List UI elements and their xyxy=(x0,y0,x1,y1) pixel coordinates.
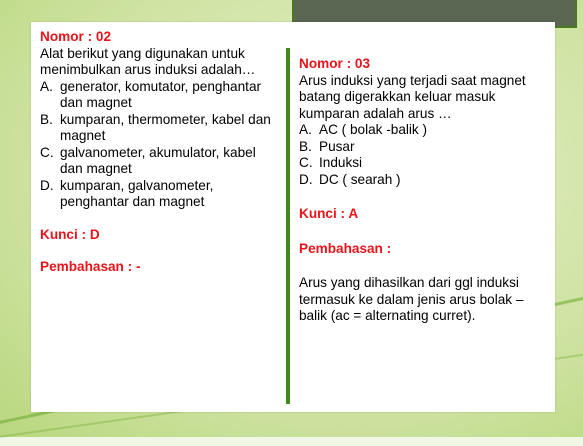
option-a: A. AC ( bolak -balik ) xyxy=(299,122,428,137)
column-divider xyxy=(286,48,290,404)
option-list xyxy=(299,122,549,188)
question-heading: Nomor : 03 xyxy=(299,56,371,71)
question-text: Arus induksi yang terjadi saat magnet batang digerakkan keluar masuk kumparan adalah arus … xyxy=(299,72,526,121)
discussion-title: Pembahasan : xyxy=(299,240,392,256)
option-d: D. DC ( searah ) xyxy=(299,171,401,187)
option-a: A. generator, komutator, penghantar dan magnet xyxy=(40,78,262,110)
question-02-column xyxy=(40,29,280,276)
answer-key: Kunci : D xyxy=(40,226,100,242)
option-b: B. Pusar xyxy=(299,138,355,154)
option-c: C. galvanometer, akumulator, kabel dan magnet xyxy=(40,144,256,176)
option-list xyxy=(40,79,280,211)
discussion-title: Pembahasan : - xyxy=(40,259,141,274)
question-heading: Nomor : 02 xyxy=(40,29,112,44)
option-c: C. Induksi xyxy=(299,155,363,170)
question-03-column xyxy=(299,56,549,325)
answer-key: Kunci : A xyxy=(299,206,359,221)
option-d: D. kumparan, galvanometer, penghantar dan magnet xyxy=(40,177,214,209)
discussion-body: Arus yang dihasilkan dari ggl induksi termasuk ke dalam jenis arus bolak – balik (ac = alternating curret). xyxy=(299,275,524,323)
question-text: Alat berikut yang digunakan untuk menimbulkan arus induksi adalah… xyxy=(40,45,256,77)
option-b: B. kumparan, thermometer, kabel dan magnet xyxy=(40,111,271,143)
